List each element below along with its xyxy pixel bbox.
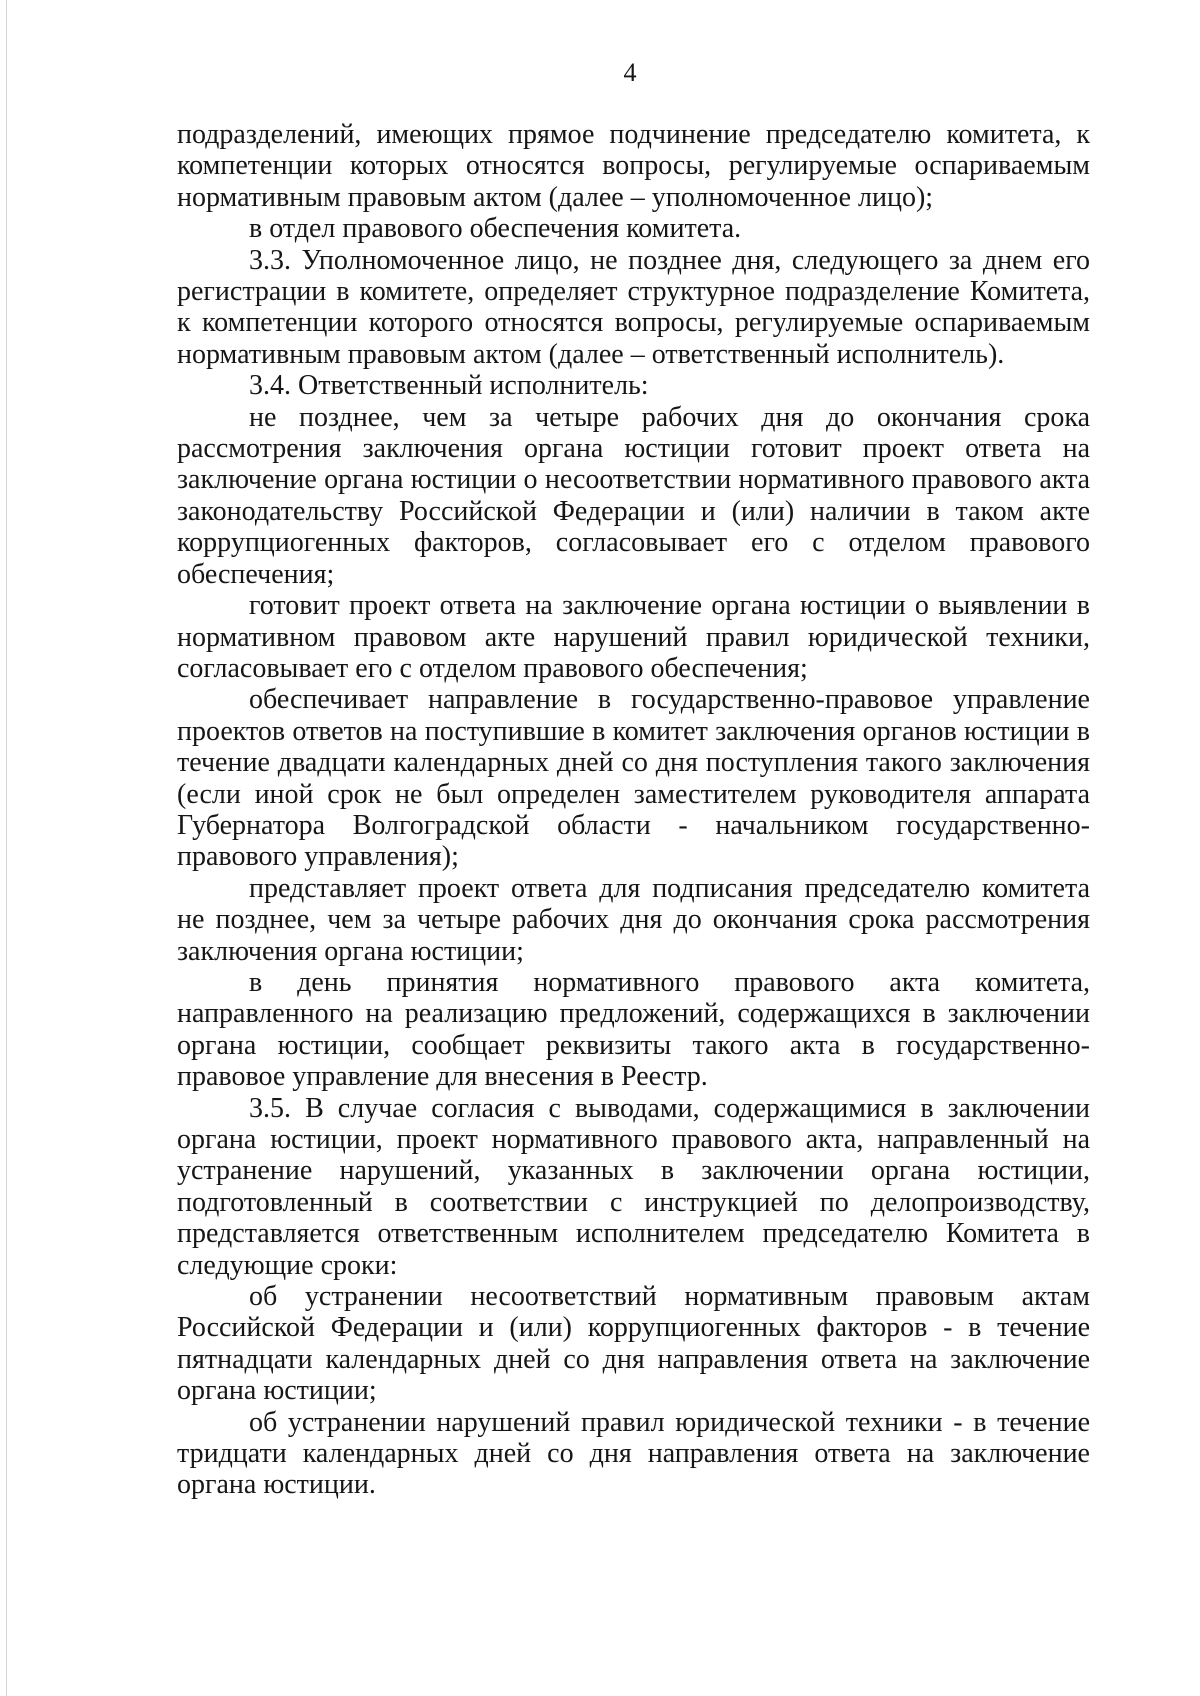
paragraph-3-4: 3.4. Ответственный исполнитель: (249, 370, 649, 402)
paragraph-3-4-item-5: в день принятия нормативного правового акта комитета, направленного на реализацию предложений, содержащихся в заключении органа юстиции, сообщает реквизиты такого акта в государственно-правовое управление для внесения в Реестр. (177, 966, 1090, 1093)
paragraph-3-3: 3.3. Уполномоченное лицо, не позднее дня, следующего за днем его регистрации в комитете, определяет структурное подразделение Комитета, к компетенции которого относятся вопросы, регулируемые оспариваемым нормативным правовым актом (далее – ответственный исполнитель). (177, 244, 1090, 370)
paragraph-3-4-item-1: не позднее, чем за четыре рабочих дня до окончания срока рассмотрения заключения органа юстиции готовит проект ответа на заключение органа юстиции о несоответствии нормативного правового акта законодательству Российской Федерации и (или) наличии в таком акте коррупциогенных факторов, согласовывает его с отделом правового обеспечения; (177, 401, 1090, 590)
page-number: 4 (623, 58, 637, 87)
document-body (177, 119, 1090, 1501)
paragraph-legal-department: в отдел правового обеспечения комитета. (249, 213, 742, 245)
paragraph-3-5-item-2: об устранении нарушений правил юридической техники - в течение тридцати календарных дней со дня направления ответа на заключение органа юстиции. (177, 1406, 1090, 1501)
paragraph-3-4-item-2: готовит проект ответа на заключение органа юстиции о выявлении в нормативном правовом акте нарушений правил юридической техники, согласовывает его с отделом правового обеспечения; (177, 590, 1090, 684)
scan-edge-line (6, 0, 7, 1696)
paragraph-3-5-item-1: об устранении несоответствий нормативным правовым актам Российской Федерации и (или) коррупциогенных факторов - в течение пятнадцати календарных дней со дня направления ответа на заключение органа юстиции; (177, 1281, 1090, 1407)
paragraph-3-5: 3.5. В случае согласия с выводами, содержащимися в заключении органа юстиции, проект нормативного правового акта, направленный на устранение нарушений, указанных в заключении органа юстиции, подготовленный в соответствии с инструкцией по делопроизводству, представляется ответственным исполнителем председателю Комитета в следующие сроки: (177, 1092, 1090, 1281)
paragraph-3-4-item-4: представляет проект ответа для подписания председателю комитета не позднее, чем за четыре рабочих дня до окончания срока рассмотрения заключения органа юстиции; (177, 872, 1090, 967)
paragraph-3-4-item-3: обеспечивает направление в государственно-правовое управление проектов ответов на поступившие в комитет заключения органов юстиции в течение двадцати календарных дней со дня поступления такого заключения (если иной срок не был определен заместителем руководителя аппарата Губернатора Волгоградской области - начальником государственно-правового управления); (177, 684, 1090, 873)
paragraph-continuation: подразделений, имеющих прямое подчинение председателю комитета, к компетенции которых относятся вопросы, регулируемые оспариваемым нормативным правовым актом (далее – уполномоченное лицо); (177, 119, 1090, 213)
